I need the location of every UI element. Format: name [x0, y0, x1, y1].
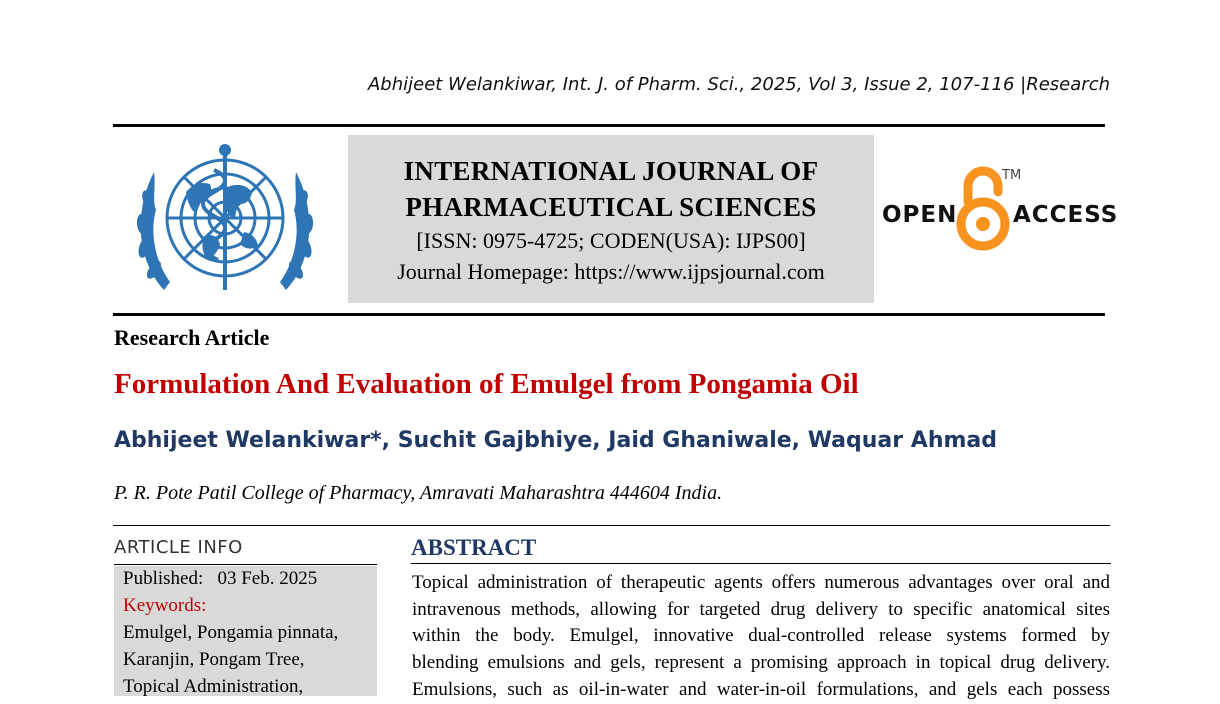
- published-label: Published:: [123, 568, 204, 589]
- keyword-line: Topical Administration,: [123, 676, 304, 697]
- keyword-line: Emulgel, Pongamia pinnata,: [123, 622, 339, 643]
- journal-homepage: Journal Homepage: https://www.ijpsjournal.com: [397, 259, 825, 284]
- published-row: [123, 568, 317, 590]
- abstract-line: within the body. Emulgel, innovative dual-controlled release systems formed by: [412, 625, 1110, 647]
- article-type: Research Article: [114, 325, 270, 350]
- journal-title-line-2: PHARMACEUTICAL SCIENCES: [405, 192, 817, 222]
- abstract-line: intravenous methods, allowing for targeted drug delivery to specific anatomical sites: [412, 598, 1110, 620]
- abstract-line: Topical administration of therapeutic agents offers numerous advantages over oral and: [412, 572, 1110, 593]
- open-access-open-label: OPEN: [882, 202, 958, 228]
- abstract-line: blending emulsions and gels, represent a promising approach in topical drug delivery.: [412, 652, 1110, 674]
- author-list: Abhijeet Welankiwar*, Suchit Gajbhiye, Jaid Ghaniwale, Waquar Ahmad: [114, 428, 997, 453]
- abstract-line: Emulsions, such as oil-in-water and water-in-oil formulations, and gels each possess: [412, 678, 1110, 700]
- keyword-line: Karanjin, Pongam Tree,: [123, 649, 305, 670]
- masthead-top-rule: [113, 124, 1105, 127]
- running-header: Abhijeet Welankiwar, Int. J. of Pharm. Sci., 2025, Vol 3, Issue 2, 107-116 |Research: [367, 74, 1110, 95]
- keywords-label: Keywords:: [123, 595, 207, 616]
- article-info-heading: ARTICLE INFO: [114, 537, 243, 558]
- journal-emblem-icon: [126, 140, 324, 306]
- article-info-panel: [114, 566, 377, 696]
- abstract-rule: [411, 563, 1111, 564]
- open-access-access-label: ACCESS: [1013, 202, 1119, 228]
- journal-title-line-1: INTERNATIONAL JOURNAL OF: [403, 156, 819, 186]
- open-access-logo: [880, 160, 1119, 256]
- abstract-text: [412, 570, 1110, 704]
- journal-masthead-panel: [348, 135, 874, 303]
- paper-title: Formulation And Evaluation of Emulgel from Pongamia Oil: [114, 368, 859, 400]
- section-divider: [113, 525, 1110, 526]
- abstract-heading: ABSTRACT: [411, 535, 537, 560]
- trademark-label: TM: [1002, 168, 1022, 183]
- published-date: 03 Feb. 2025: [217, 568, 318, 589]
- masthead-bottom-rule: [113, 313, 1105, 316]
- issn-line: [ISSN: 0975-4725; CODEN(USA): IJPS00]: [416, 228, 806, 253]
- author-affiliation: P. R. Pote Patil College of Pharmacy, Amravati Maharashtra 444604 India.: [114, 482, 723, 504]
- article-info-rule: [114, 564, 377, 565]
